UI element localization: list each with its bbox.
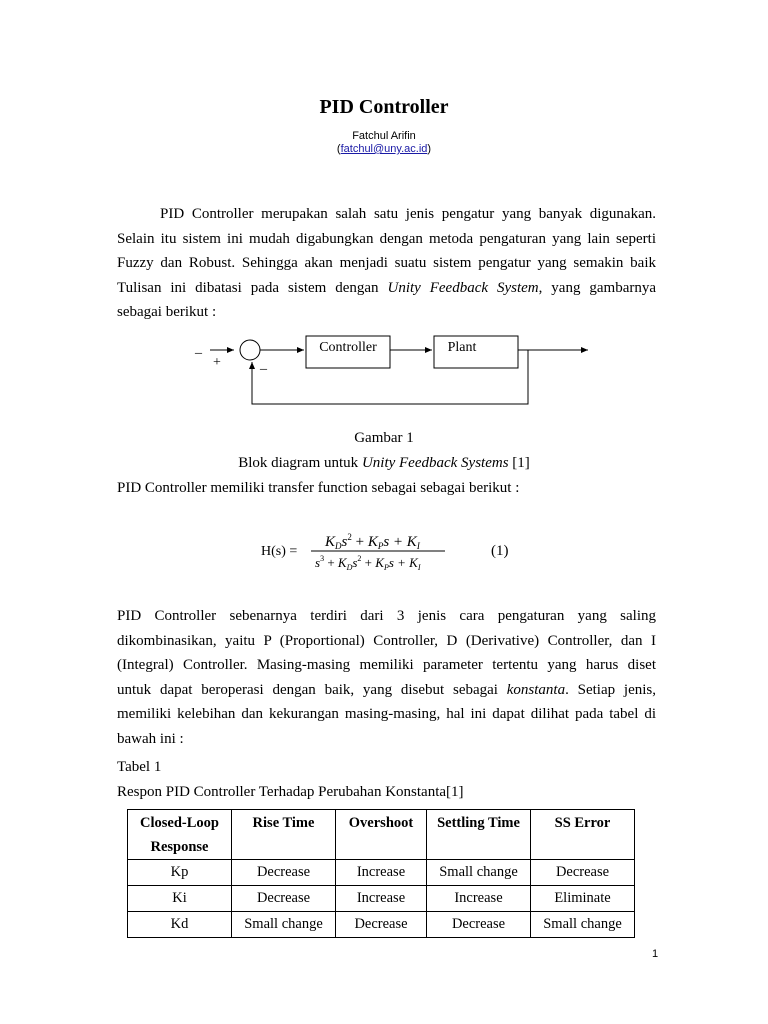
- caption-ref: [1]: [508, 455, 530, 471]
- table-cell: Increase: [336, 886, 427, 912]
- column-header-settling-time: Settling Time: [427, 810, 531, 860]
- table-caption: Respon PID Controller Terhadap Perubahan Konstanta[1]: [117, 784, 464, 800]
- table-cell: Kp: [128, 860, 232, 886]
- intro-line: Fuzzy dan Robust. Sehingga akan menjadi suatu sistem pengatur yang semakin baik: [117, 255, 656, 271]
- table-cell: Decrease: [427, 912, 531, 938]
- body-line: dikombinasikan, yaitu P (Proportional) Controller, D (Derivative) Controller, dan I: [117, 632, 656, 649]
- caption-text: Blok diagram untuk: [238, 455, 362, 471]
- table-cell: Decrease: [232, 886, 336, 912]
- table-cell: Small change: [427, 860, 531, 886]
- author-name: Fatchul Arifin: [352, 130, 416, 142]
- email-paren-close: ): [427, 143, 432, 155]
- figure-number: Gambar 1: [354, 430, 414, 446]
- table-cell: Decrease: [336, 912, 427, 938]
- sign-minus-bottom: _: [260, 357, 267, 372]
- equation-number: (1): [491, 543, 509, 559]
- table-row: [128, 860, 635, 886]
- table-cell: Kd: [128, 912, 232, 938]
- author-email-line: [0, 143, 768, 156]
- figure-caption: [0, 455, 768, 472]
- body-line: [117, 678, 656, 703]
- controller-label: Controller: [319, 340, 377, 355]
- table-cell: Ki: [128, 886, 232, 912]
- header-text: Response: [150, 839, 209, 855]
- table-cell: Decrease: [232, 860, 336, 886]
- intro-paragraph: [117, 202, 656, 325]
- table-cell: Increase: [336, 860, 427, 886]
- body-text: untuk dapat beroperasi dengan baik, yang disebut sebagai: [117, 681, 507, 698]
- body-line: (Integral) Controller. Masing-masing memiliki parameter tertentu yang harus diset: [117, 657, 656, 673]
- document-title: PID Controller: [319, 96, 449, 118]
- table-row: [128, 912, 635, 938]
- table-label: Tabel 1: [117, 759, 162, 775]
- transfer-function-equation: [255, 530, 515, 574]
- column-header-overshoot: Overshoot: [336, 810, 427, 860]
- summing-junction: [240, 340, 260, 360]
- table-header-row: [128, 810, 635, 860]
- body-line: memiliki kelebihan dan kekurangan masing-masing, hal ini dapat dilihat pada tabel di: [117, 706, 656, 722]
- body-line: PID Controller sebenarnya terdiri dari 3 jenis cara pengaturan yang saling: [117, 608, 656, 624]
- transfer-function-intro: PID Controller memiliki transfer function sebagai sebagai berikut :: [117, 480, 520, 496]
- table-cell: Small change: [232, 912, 336, 938]
- caption-emphasis: Unity Feedback Systems: [361, 455, 509, 471]
- sign-plus: +: [213, 355, 221, 370]
- header-text: Closed-Loop: [140, 815, 219, 831]
- equation-lhs: H(s) =: [261, 544, 298, 559]
- table-cell: Decrease: [531, 860, 635, 886]
- email-paren-open: (: [336, 143, 341, 155]
- body-text: . Setiap jenis,: [565, 681, 656, 698]
- intro-text: , yang gambarnya: [538, 279, 657, 296]
- intro-line: sebagai berikut :: [117, 304, 217, 320]
- column-header-closed-loop: [128, 810, 232, 860]
- author-email-link[interactable]: fatchul@uny.ac.id: [340, 143, 428, 155]
- body-paragraph: [117, 604, 656, 751]
- column-header-rise-time: Rise Time: [232, 810, 336, 860]
- equation-numerator: $K_Ds^2 + K_Ps + K_I$: [325, 532, 420, 551]
- block-diagram: [180, 332, 600, 412]
- sign-minus-top: _: [195, 341, 202, 356]
- page-number: 1: [652, 948, 659, 960]
- intro-line: PID Controller merupakan salah satu jenis pengatur yang banyak digunakan.: [160, 206, 656, 222]
- column-header-ss-error: SS Error: [531, 810, 635, 860]
- author-block: [0, 130, 768, 156]
- table-cell: Increase: [427, 886, 531, 912]
- intro-text: Tulisan ini dibatasi pada sistem dengan: [117, 279, 388, 296]
- body-emphasis: konstanta: [506, 681, 566, 698]
- intro-line: Selain itu sistem ini mudah digabungkan dengan metoda pengaturan yang lain seperti: [117, 230, 656, 247]
- response-table: [127, 809, 635, 938]
- table-row: [128, 886, 635, 912]
- body-line: bawah ini :: [117, 730, 184, 747]
- intro-emphasis: Unity Feedback System: [387, 279, 539, 296]
- equation-denominator: $s^3 + K_Ds^2 + K_Ps + K_I$: [315, 554, 421, 572]
- plant-label: Plant: [447, 340, 477, 355]
- table-cell: Eliminate: [531, 886, 635, 912]
- table-cell: Small change: [531, 912, 635, 938]
- intro-line: [117, 276, 656, 301]
